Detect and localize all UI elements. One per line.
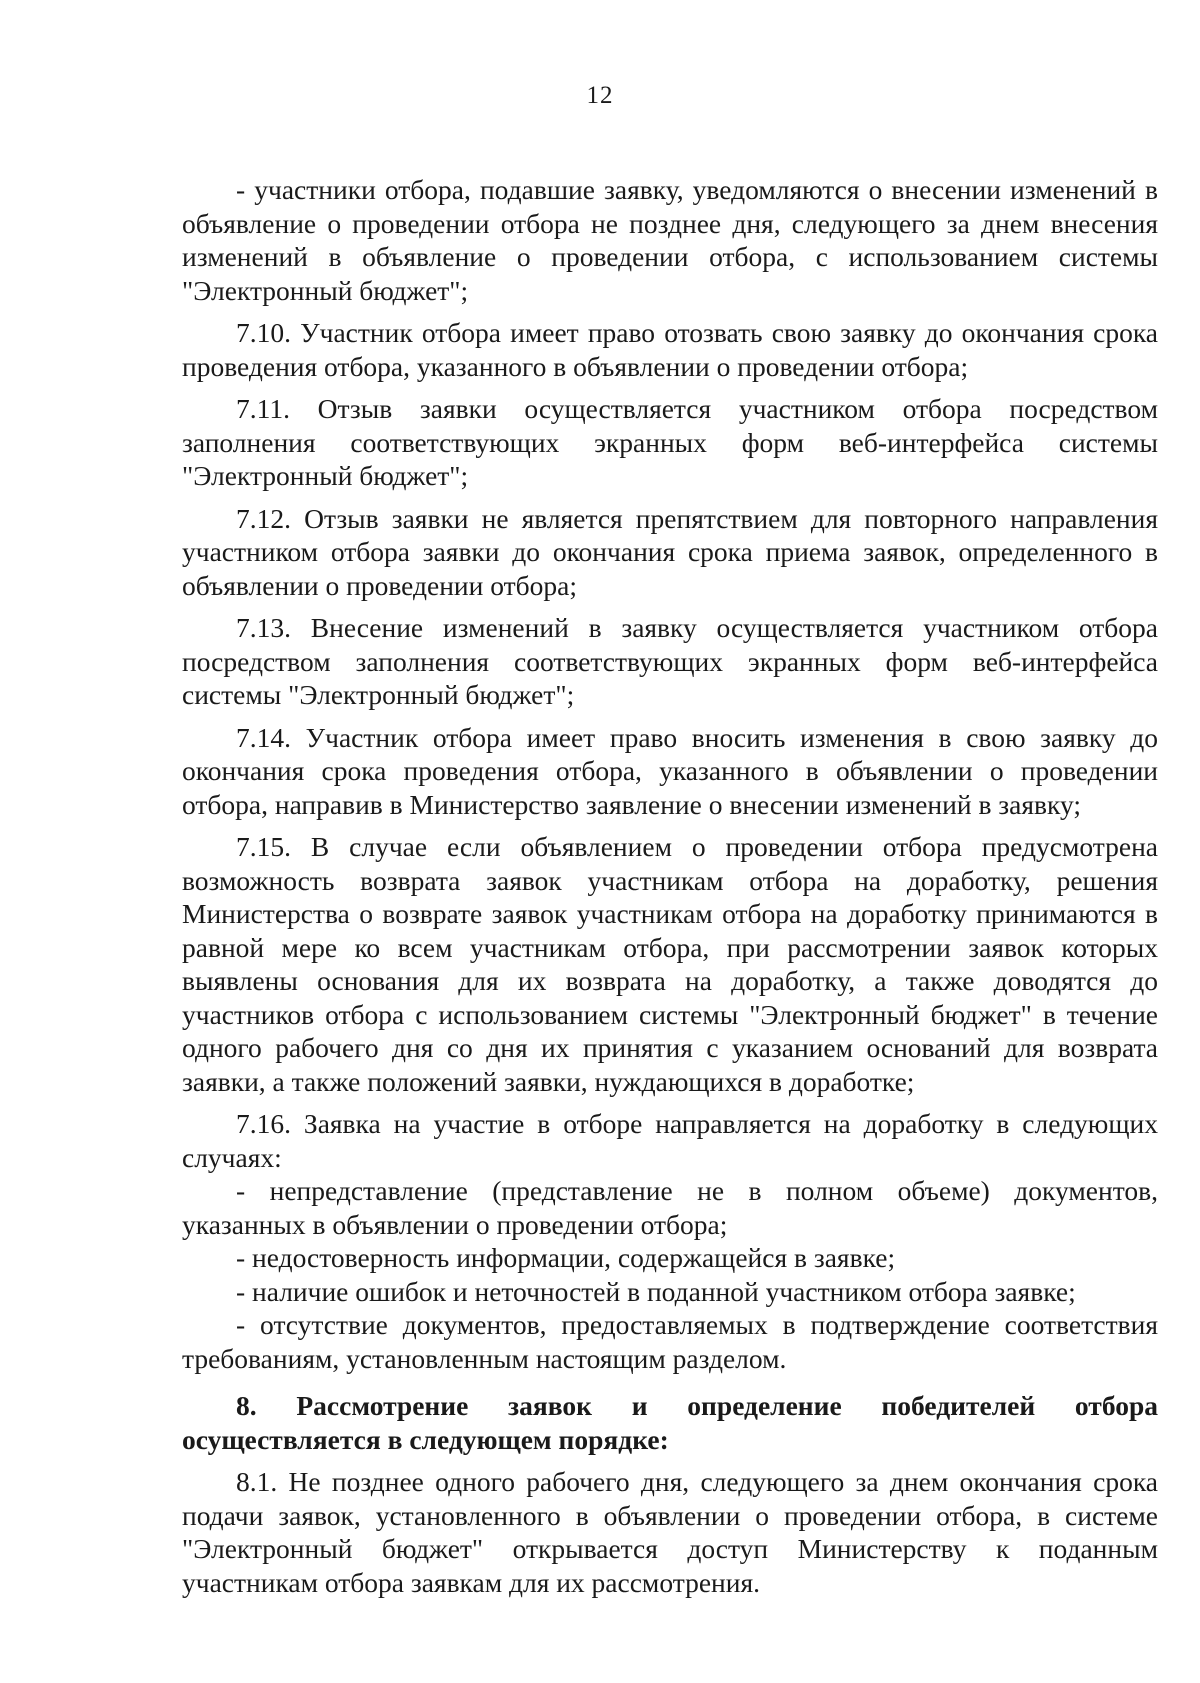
paragraph-7-15: 7.15. В случае если объявлением о проведении отбора предусмотрена возможность возврата заявок участникам отбора на доработку, решения Министерства о возврате заявок участникам отбора на доработку принимаются в равной мере ко всем участникам отбора, при рассмотрении заявок которых выявлены основания для их возврата на доработку, а также доводятся до участников отбора с использованием системы "Электронный бюджет" в течение одного рабочего дня со дня их принятия с указанием оснований для возврата заявки, а также положений заявки, нуждающихся в доработке; [182, 831, 1158, 1097]
paragraph-7-16: 7.16. Заявка на участие в отборе направляется на доработку в следующих случаях: [182, 1108, 1158, 1173]
page-number: 12 [586, 82, 614, 109]
paragraph-7-10: 7.10. Участник отбора имеет право отозвать свою заявку до окончания срока проведения отбора, указанного в объявлении о проведении отбора; [182, 317, 1158, 382]
list-item-non-submission: - непредставление (представление не в полном объеме) документов, указанных в объявлении о проведении отбора; [182, 1175, 1158, 1240]
paragraph-7-14: 7.14. Участник отбора имеет право вносить изменения в свою заявку до окончания срока проведения отбора, указанного в объявлении о проведении отбора, направив в Министерство заявление о внесении изменений в заявку; [182, 721, 1158, 820]
list-item-errors: - наличие ошибок и неточностей в поданной участником отбора заявке; [236, 1275, 1076, 1307]
paragraph-7-13: 7.13. Внесение изменений в заявку осуществляется участником отбора посредством заполнения соответствующих экранных форм веб-интерфейса системы "Электронный бюджет"; [182, 612, 1158, 710]
paragraph-8-1: 8.1. Не позднее одного рабочего дня, следующего за днем окончания срока подачи заявок, установленного в объявлении о проведении отбора, в системе "Электронный бюджет" открывается доступ Министерству к поданным участникам отбора заявкам для их рассмотрения. [182, 1466, 1158, 1598]
paragraph-7-11: 7.11. Отзыв заявки осуществляется участником отбора посредством заполнения соответствующих экранных форм веб-интерфейса системы "Электронный бюджет"; [182, 393, 1158, 491]
section-8-heading: 8. Рассмотрение заявок и определение победителей отбора осуществляется в следующем порядке: [182, 1390, 1158, 1455]
list-item-missing-documents: - отсутствие документов, предоставляемых в подтверждение соответствия требованиям, установленным настоящим разделом. [182, 1309, 1158, 1374]
paragraph-participants-notified: - участники отбора, подавшие заявку, уведомляются о внесении изменений в объявление о проведении отбора не позднее дня, следующего за днем внесения изменений в объявление о проведении отбора, с использованием системы "Электронный бюджет"; [182, 174, 1158, 306]
document-body [182, 173, 1158, 1599]
list-item-unreliable-info: - недостоверность информации, содержащейся в заявке; [236, 1242, 896, 1273]
paragraph-7-12: 7.12. Отзыв заявки не является препятствием для повторного направления участником отбора заявки до окончания срока приема заявок, определенного в объявлении о проведении отбора; [182, 502, 1158, 601]
